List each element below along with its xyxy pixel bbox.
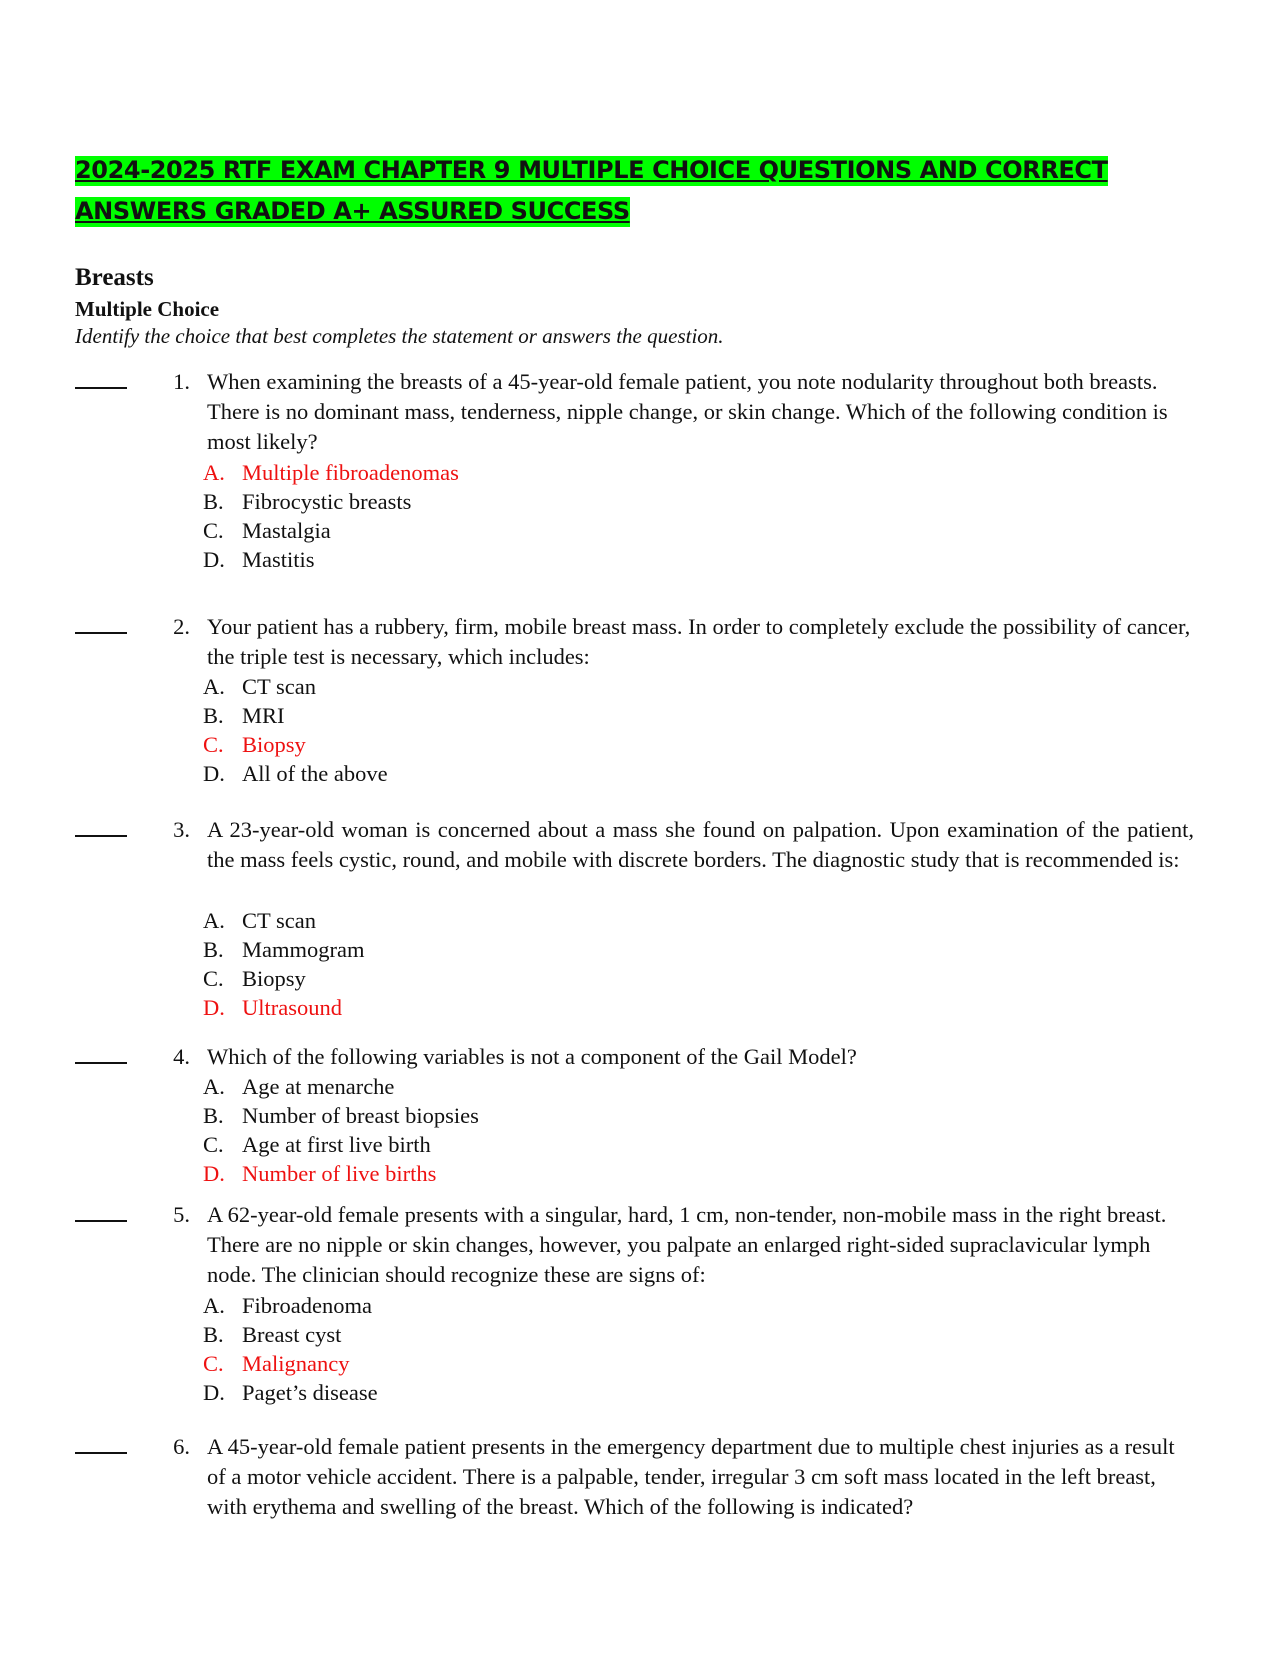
- options-list: [203, 1291, 378, 1407]
- answer-blank[interactable]: [75, 1200, 127, 1222]
- option-b: B. Mammogram: [203, 937, 365, 962]
- option-a: A. Fibroadenoma: [203, 1293, 372, 1318]
- option-d: D. Paget’s disease: [203, 1380, 378, 1405]
- question-number: 6.: [173, 1434, 190, 1459]
- question-text: Your patient has a rubbery, firm, mobile breast mass. In order to completely exclude the possibility of cancer, the triple test is necessary, which includes:: [207, 614, 1191, 669]
- question-number: 3.: [173, 817, 190, 842]
- document-title: [75, 150, 1195, 232]
- option-c: C. Malignancy: [203, 1351, 350, 1376]
- options-list: [203, 458, 459, 574]
- options-list: [203, 1072, 479, 1188]
- option-b: B. Breast cyst: [203, 1322, 342, 1347]
- document-title-text: 2024-2025 RTF EXAM CHAPTER 9 MULTIPLE CHOICE QUESTIONS AND CORRECT ANSWERS GRADED A+ ASSURED SUCCESS: [75, 156, 1108, 225]
- option-c: C. Biopsy: [203, 966, 306, 991]
- option-a: A. Multiple fibroadenomas: [203, 460, 459, 485]
- option-d: D. Mastitis: [203, 547, 315, 572]
- option-b: B. Fibrocystic breasts: [203, 489, 412, 514]
- answer-blank[interactable]: [75, 1432, 127, 1454]
- option-d: D. Ultrasound: [203, 995, 342, 1020]
- option-c: C. Age at first live birth: [203, 1132, 431, 1157]
- option-b: B. Number of breast biopsies: [203, 1103, 479, 1128]
- question-text: A 62-year-old female presents with a singular, hard, 1 cm, non-tender, non-mobile mass in the right breast. There are no nipple or skin changes, however, you palpate an enlarged right-sided supraclavicular lymph node. The clinician should recognize these are signs of:: [207, 1202, 1167, 1287]
- question-text: When examining the breasts of a 45-year-old female patient, you note nodularity throughout both breasts. There is no dominant mass, tenderness, nipple change, or skin change. Which of the following condition is most likely?: [207, 369, 1168, 454]
- option-a: A. CT scan: [203, 908, 316, 933]
- question-number: 4.: [173, 1044, 190, 1069]
- question-text: Which of the following variables is not a component of the Gail Model?: [207, 1044, 857, 1069]
- option-d: D. All of the above: [203, 761, 388, 786]
- answer-blank[interactable]: [75, 1042, 127, 1064]
- options-list: [203, 672, 388, 788]
- instructions: Identify the choice that best completes the statement or answers the question.: [75, 324, 724, 348]
- question-text: A 45-year-old female patient presents in the emergency department due to multiple chest injuries as a result of a motor vehicle accident. There is a palpable, tender, irregular 3 cm soft mass located in the left breast, with erythema and swelling of the breast. Which of the following is indicated?: [207, 1434, 1175, 1519]
- section-title: Breasts: [75, 264, 154, 291]
- answer-blank[interactable]: [75, 367, 127, 389]
- option-c: C. Mastalgia: [203, 518, 331, 543]
- options-list: [203, 906, 364, 1022]
- question-number: 1.: [173, 369, 190, 394]
- answer-blank[interactable]: [75, 815, 127, 837]
- question-number: 5.: [173, 1202, 190, 1227]
- option-a: A. CT scan: [203, 674, 316, 699]
- option-b: B. MRI: [203, 703, 285, 728]
- option-d: D. Number of live births: [203, 1161, 437, 1186]
- answer-blank[interactable]: [75, 612, 127, 634]
- option-a: A. Age at menarche: [203, 1074, 395, 1099]
- question-number: 2.: [173, 614, 190, 639]
- question-text: A 23-year-old woman is concerned about a mass she found on palpation. Upon examination of the patient, the mass feels cystic, round, and mobile with discrete borders. The diagnostic study that is recommended is:: [207, 817, 1194, 872]
- subsection-title: Multiple Choice: [75, 297, 220, 321]
- option-c: C. Biopsy: [203, 732, 306, 757]
